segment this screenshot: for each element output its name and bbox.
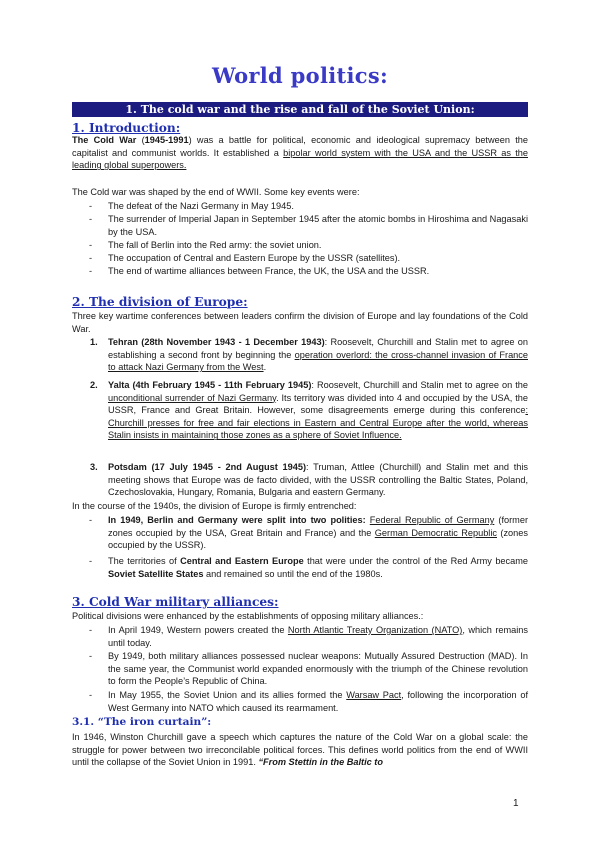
list-text: (former zones occupied by the USA, Great Britain and France) and the [108, 515, 528, 538]
list-item: The occupation of Central and Eastern Europe by the USSR (satellites). [108, 253, 401, 263]
division-intro: Three key wartime conferences between leaders confirm the division of Europe and lay foundations of the Cold War. [72, 311, 528, 334]
list-dash: - [89, 201, 93, 211]
alliances-intro: Political divisions were enhanced by the establishments of opposing military alliances.: [72, 611, 424, 621]
unconditional-surrender-text: unconditional surrender of Nazi Germany [108, 392, 277, 403]
conference-item [108, 461, 528, 499]
list-item: By 1949, both military alliances possessed nuclear weapons: Mutually Assured Destruction (MAD). In the same year, the Communist world expanded enormously with the triumph of the Chinese revolution to form the People’s Republic of China. [108, 651, 528, 687]
conference-number: 2. [90, 380, 98, 390]
list-item: The fall of Berlin into the Red army: the soviet union. [108, 240, 322, 250]
churchill-stalin-text: : Churchill presses for free and fair elections in Eastern and Central Europe after the world, whereas Stalin insists in maintaining those zones as a sphere of Soviet Influence. [108, 405, 528, 441]
list-item: The defeat of the Nazi Germany in May 1945. [108, 201, 294, 211]
heading-division-of-europe: 2. The division of Europe: [72, 295, 248, 309]
iron-curtain-text: In 1946, Winston Churchill gave a speech which captures the nature of the Cold War on a global scale: the struggle for power between two irreconcilable political forces. This defines world politics from the end of WWII until the collapse of the Soviet Union in 1991. [72, 732, 528, 768]
churchill-quote: “From Stettin in the Baltic to [258, 757, 383, 768]
conference-name: Yalta (4th February 1945 - 11th February 1945) [108, 380, 312, 390]
list-text: (zones occupied by the USSR). [108, 527, 528, 551]
list-item [108, 624, 528, 649]
nato-text: North Atlantic Treaty Organization (NATO) [287, 625, 463, 635]
cold-war-dates: 1945-1991 [144, 135, 189, 145]
page-title: World politics: [211, 63, 389, 88]
conference-number: 1. [90, 337, 98, 347]
conference-item [108, 336, 528, 374]
conference-name: Potsdam (17 July 1945 - 2nd August 1945) [108, 462, 307, 472]
frg-text: Federal Republic of Germany [369, 515, 495, 525]
cold-war-term: The Cold War [72, 135, 137, 145]
list-item [108, 514, 528, 552]
list-text: and remained so until the end of the 1980s. [203, 568, 383, 579]
conference-number: 3. [90, 462, 98, 472]
list-dash: - [89, 515, 93, 525]
intro-text: was a battle for political, economic and ideological supremacy between the capitalist and communist worlds. It established a [72, 135, 528, 158]
list-text: In April 1949, Western powers created the [108, 625, 288, 635]
page-number: 1 [513, 798, 519, 809]
list-text: The territories of [108, 556, 181, 566]
list-dash: - [89, 625, 93, 635]
central-eastern-europe-text: Central and Eastern Europe [180, 556, 304, 566]
list-item: The surrender of Imperial Japan in September 1945 after the atomic bombs in Hiroshima and Nagasaki by the USA. [108, 214, 528, 237]
conference-name: Tehran (28th November 1943 - 1 December 1943) [108, 337, 325, 347]
list-dash: - [89, 253, 93, 263]
gdr-text: German Democratic Republic [374, 527, 497, 538]
conference-text-end: . [263, 362, 267, 373]
list-item [108, 689, 528, 714]
conference-text: : Roosevelt, Churchill and Stalin met to agree on the [311, 380, 528, 390]
list-item [108, 555, 528, 580]
heading-military-alliances: 3. Cold War military alliances: [72, 595, 279, 609]
operation-overlord-text: operation overlord: the cross-channel invasion of France to attack Nazi Germany from the West [108, 349, 528, 373]
late-1940s-intro: In the course of the 1940s, the division of Europe is firmly entrenched: [72, 501, 357, 511]
list-dash: - [89, 651, 93, 661]
berlin-split-text: In 1949, Berlin and Germany were split into two polities: [108, 515, 366, 525]
iron-curtain-paragraph [72, 731, 528, 769]
list-text: that were under the control of the Red Army became [303, 556, 528, 566]
warsaw-pact-text: Warsaw Pact [346, 690, 402, 700]
key-events-intro: The Cold war was shaped by the end of WWII. Some key events were: [72, 187, 360, 197]
list-text: , following the incorporation of West Germany into NATO which caused its rearmament. [108, 690, 528, 713]
bipolar-system-text: bipolar world system with the USA and the USSR as the leading global superpowers. [72, 147, 528, 171]
list-item: The end of wartime alliances between France, the UK, the USA and the USSR. [108, 266, 430, 276]
heading-introduction: 1. Introduction: [72, 121, 181, 135]
list-text: , which remains until today. [108, 625, 528, 648]
list-dash: - [89, 214, 93, 224]
conference-item [108, 379, 528, 442]
list-dash: - [89, 556, 93, 566]
conference-text: : Truman, Attlee (Churchill) and Stalin met and this meeting shows that Europe was de facto divided, with the USSR controlling the Baltic States, Poland, Czechoslovakia, Hungary, Romania, Bulgaria and eastern Germany. [108, 462, 528, 498]
list-dash: - [89, 266, 93, 276]
dates-open: ( [136, 135, 145, 145]
section-banner: 1. The cold war and the rise and fall of the Soviet Union: [72, 102, 528, 117]
list-dash: - [89, 690, 93, 700]
conference-text: . Its territory was divided into 4 and occupied by the USA, the USSR, France and Great Britain. However, some disagreements emerge during this conference [108, 392, 528, 416]
list-text: In May 1955, the Soviet Union and its allies formed the [108, 690, 347, 700]
dates-close: ) [188, 135, 192, 145]
intro-paragraph [72, 134, 528, 172]
heading-iron-curtain: 3.1. “The iron curtain”: [72, 716, 212, 728]
satellite-states-text: Soviet Satellite States [108, 568, 204, 579]
conference-text: : Roosevelt, Churchill and Stalin met to agree on establishing a second front by beginning the [108, 337, 528, 360]
list-dash: - [89, 240, 93, 250]
